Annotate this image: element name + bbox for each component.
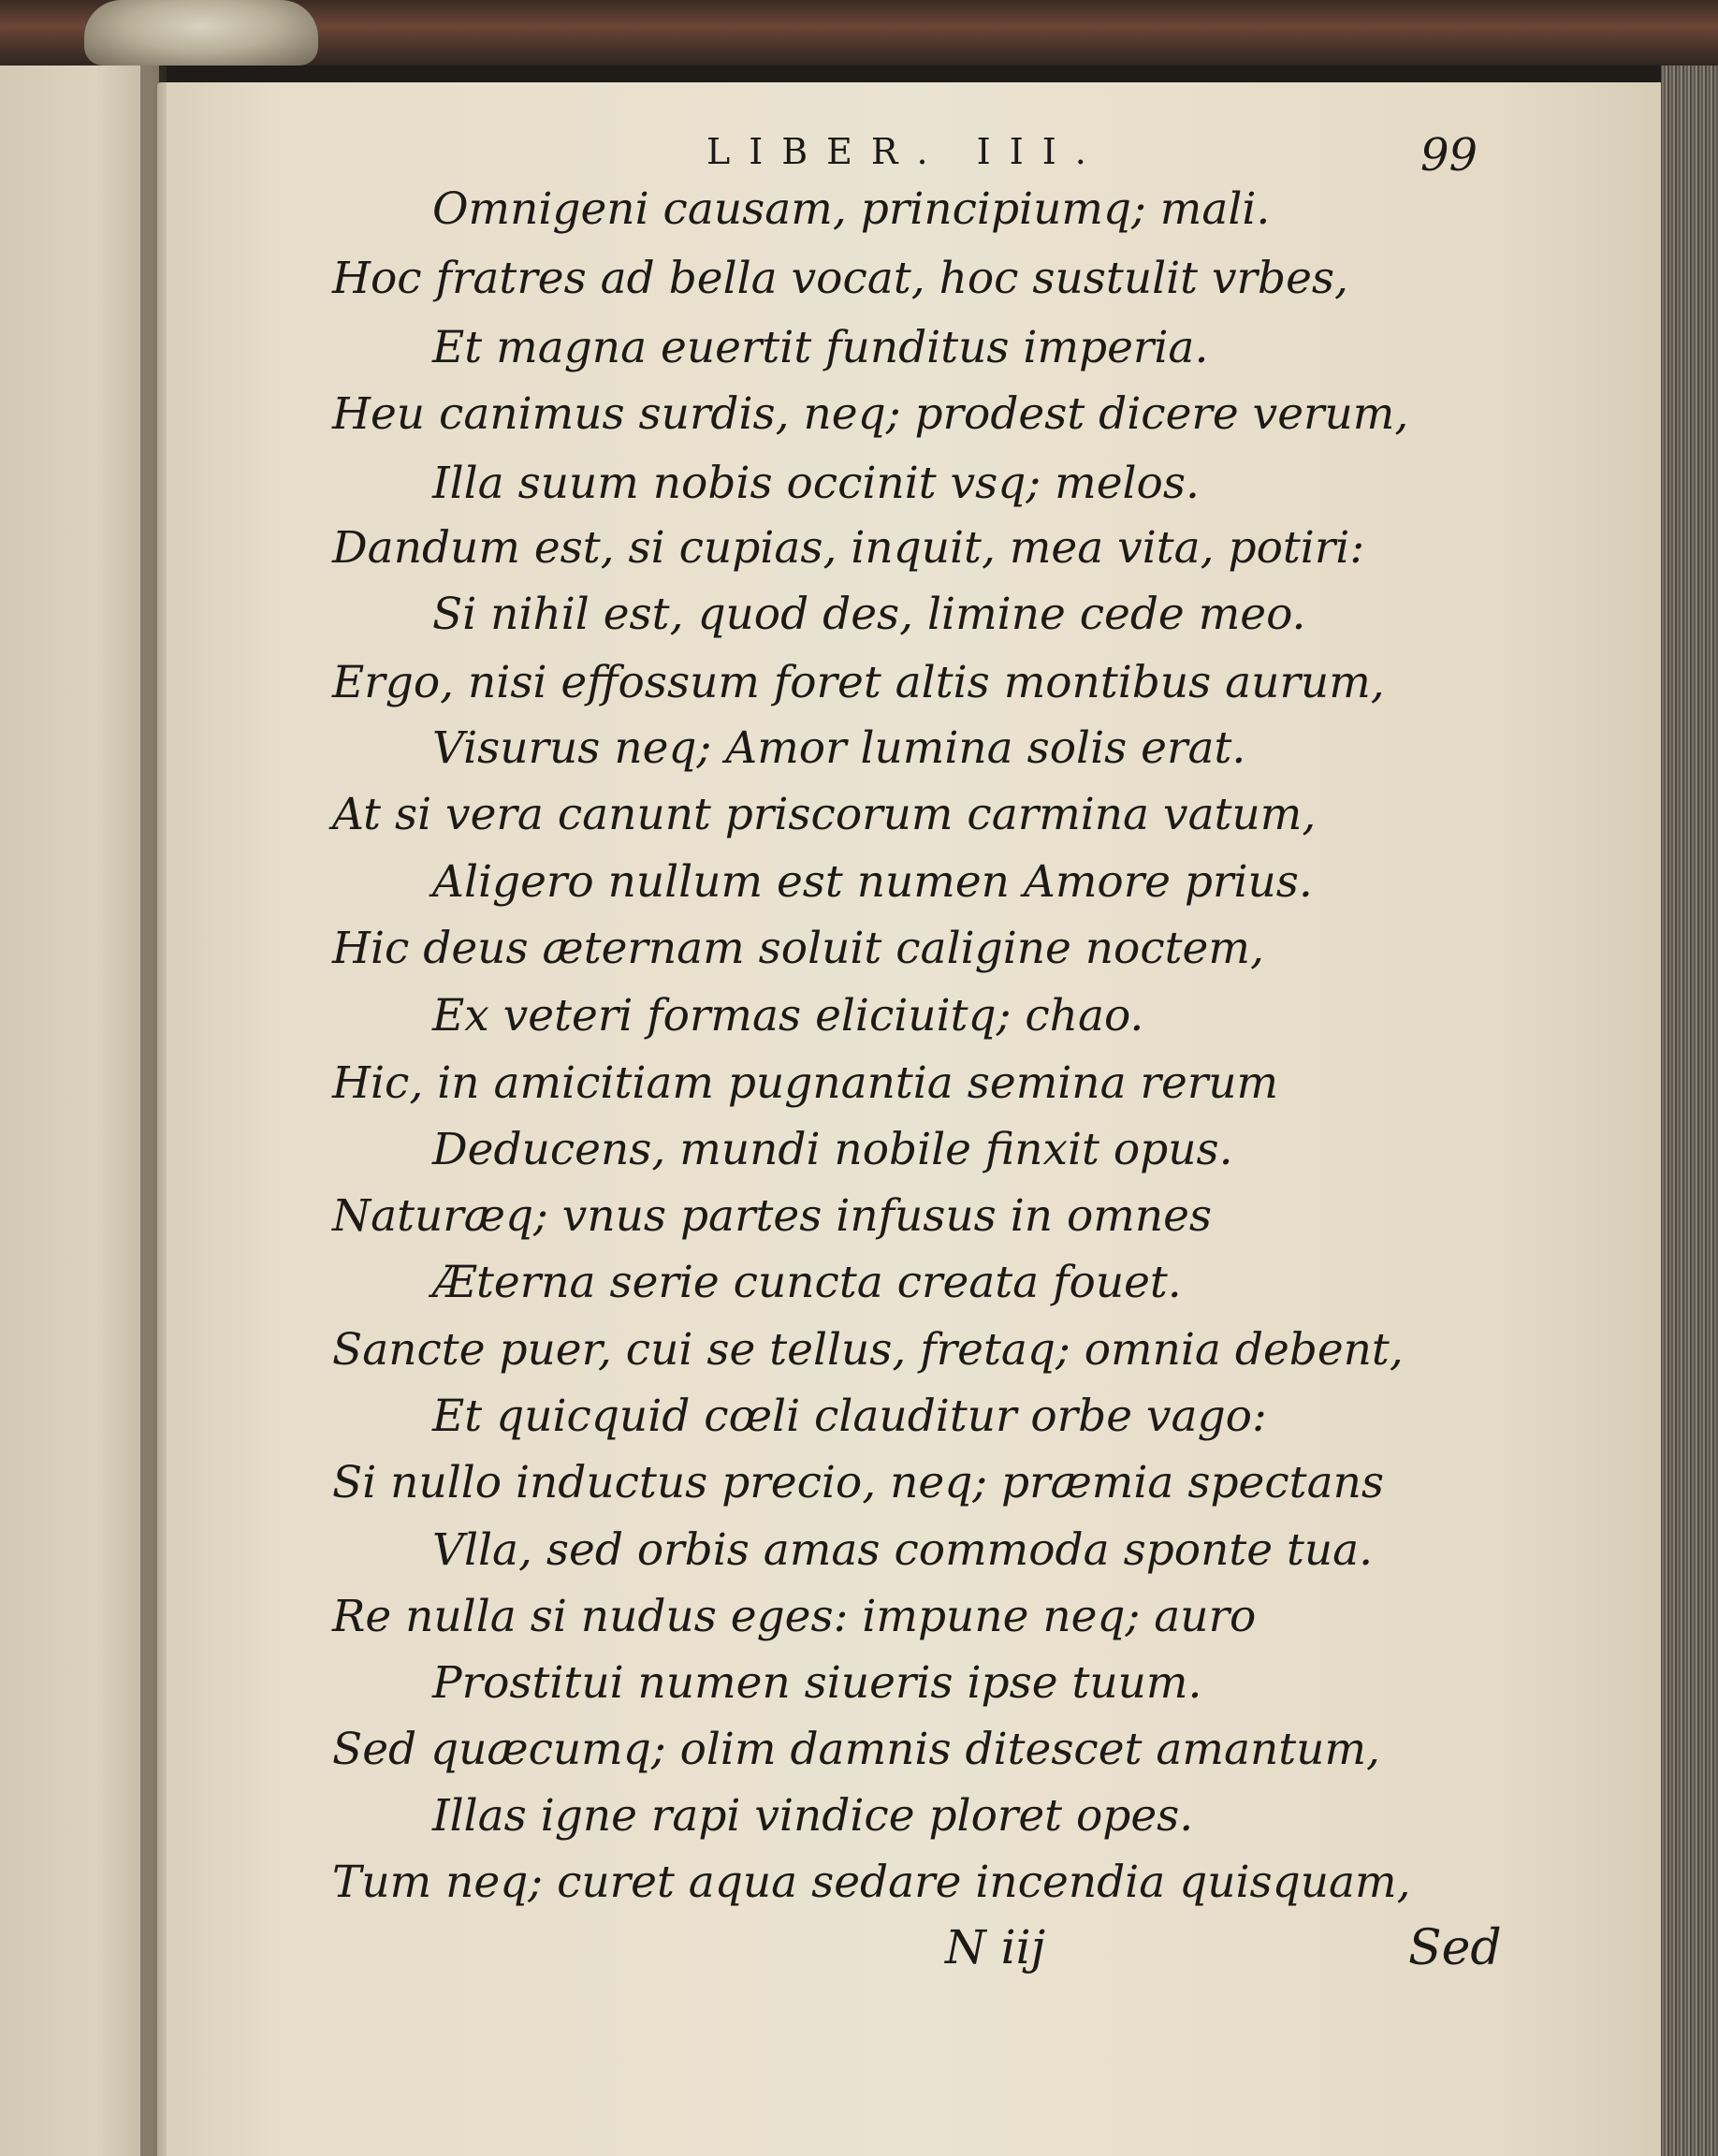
verse-line: Si nullo inductus precio, neq; præmia spectans [332, 1457, 1384, 1508]
verse-line: Prostitui numen siueris ipse tuum. [432, 1657, 1202, 1709]
bookmark-ribbon [84, 0, 318, 66]
verse-line: Sancte puer, cui se tellus, fretaq; omnia debent, [332, 1324, 1404, 1376]
verse-line: Si nihil est, quod des, limine cede meo. [432, 589, 1306, 640]
catchword: Sed [1408, 1920, 1502, 1976]
verse-line: Hoc fratres ad bella vocat, hoc sustulit vrbes, [332, 253, 1348, 304]
verse-line: Æterna serie cuncta creata fouet. [432, 1257, 1182, 1308]
verse-line: Aligero nullum est numen Amore prius. [432, 856, 1313, 908]
verse-line: Sed quæcumq; olim damnis ditescet amantum, [332, 1724, 1380, 1775]
verse-line: Et magna euertit funditus imperia. [432, 322, 1209, 373]
verse-line: At si vera canunt priscorum carmina vatum, [332, 789, 1317, 840]
verse-line: Ex veteri formas eliciuitq; chao. [432, 990, 1144, 1042]
verse-line: Omnigeni causam, principiumq; mali. [432, 183, 1271, 235]
verse-line: Hic deus æternam soluit caligine noctem, [332, 923, 1264, 974]
verse-line: Et quicquid cœli clauditur orbe vago: [432, 1391, 1267, 1442]
folio-number: 99 [1420, 129, 1478, 182]
verse-line: Ergo, nisi effossum foret altis montibus aurum, [332, 657, 1385, 708]
verse-line: Illa suum nobis occinit vsq; melos. [432, 458, 1200, 509]
running-head: LIBER. III. [706, 131, 1105, 172]
verse-line: Heu canimus surdis, neq; prodest dicere verum, [332, 388, 1409, 440]
verse-line: Deducens, mundi nobile finxit opus. [432, 1124, 1233, 1175]
verse-line: Re nulla si nudus eges: impune neq; auro [332, 1591, 1257, 1642]
signature-mark: N iij [945, 1920, 1046, 1974]
verse-line: Naturæq; vnus partes infusus in omnes [332, 1190, 1213, 1242]
verse-line: Dandum est, si cupias, inquit, mea vita, potiri: [332, 522, 1365, 574]
verse-line: Illas igne rapi vindice ploret opes. [432, 1790, 1194, 1842]
verse-line: Tum neq; curet aqua sedare incendia quisquam, [332, 1857, 1411, 1908]
verse-line: Visurus neq; Amor lumina solis erat. [432, 722, 1246, 774]
verse-line: Vlla, sed orbis amas commoda sponte tua. [432, 1524, 1374, 1576]
verse-line: Hic, in amicitiam pugnantia semina rerum [332, 1057, 1279, 1109]
